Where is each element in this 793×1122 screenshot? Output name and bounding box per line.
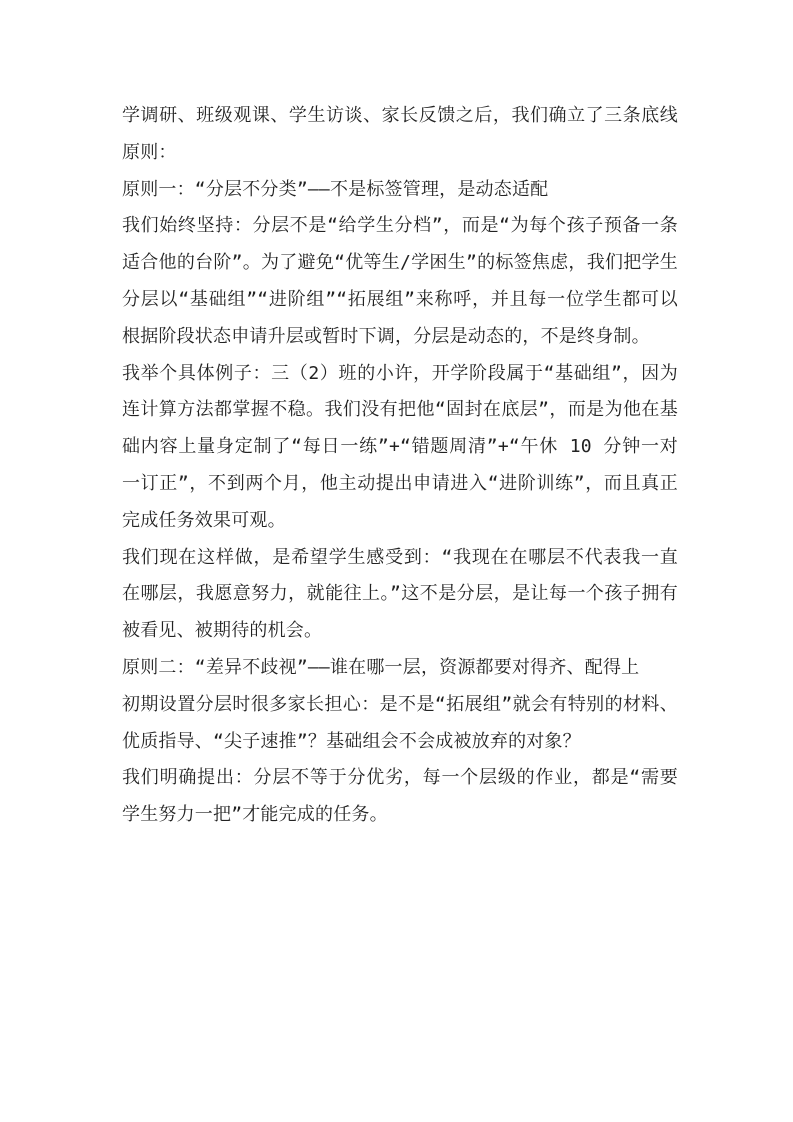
principle-heading: 原则一：“分层不分类”——不是标签管理，是动态适配 <box>122 178 549 200</box>
paragraph: 我们始终坚持：分层不是“给学生分档”，而是“为每个孩子预备一条适合他的台阶”。为了避免“优等生/学困生”的标签焦虑，我们把学生分层以“基础组”“进阶组”“拓展组”来称呼，并且每一位学生都可以根据阶段状态申请升层或暂时下调，分层是动态的，不是终身制。 <box>122 215 678 347</box>
paragraph: 学调研、班级观课、学生访谈、家长反馈之后，我们确立了三条底线原则： <box>122 105 678 163</box>
paragraph: 初期设置分层时很多家长担心：是不是“拓展组”就会有特别的材料、优质指导、“尖子速推”？基础组会不会成被放弃的对象？ <box>122 693 678 752</box>
paragraph: 我们明确提出：分层不等于分优劣，每一个层级的作业，都是“需要学生努力一把”才能完成的任务。 <box>122 767 678 826</box>
paragraph: 我们现在这样做，是希望学生感受到：“我现在在哪层不代表我一直在哪层，我愿意努力，就能往上。”这不是分层，是让每一个孩子拥有被看见、被期待的机会。 <box>122 546 678 642</box>
document-body <box>122 98 678 834</box>
principle-heading: 原则二：“差异不歧视”——谁在哪一层，资源都要对得齐、配得上 <box>122 656 640 678</box>
paragraph: 我举个具体例子：三（2）班的小许，开学阶段属于“基础组”，因为连计算方法都掌握不稳。我们没有把他“固封在底层”，而是为他在基础内容上量身定制了“每日一练”+“错题周清”+“午休 10 分钟一对一订正”，不到两个月，他主动提出申请进入“进阶训练”，而且真正完成任务效果可观。 <box>122 362 678 531</box>
